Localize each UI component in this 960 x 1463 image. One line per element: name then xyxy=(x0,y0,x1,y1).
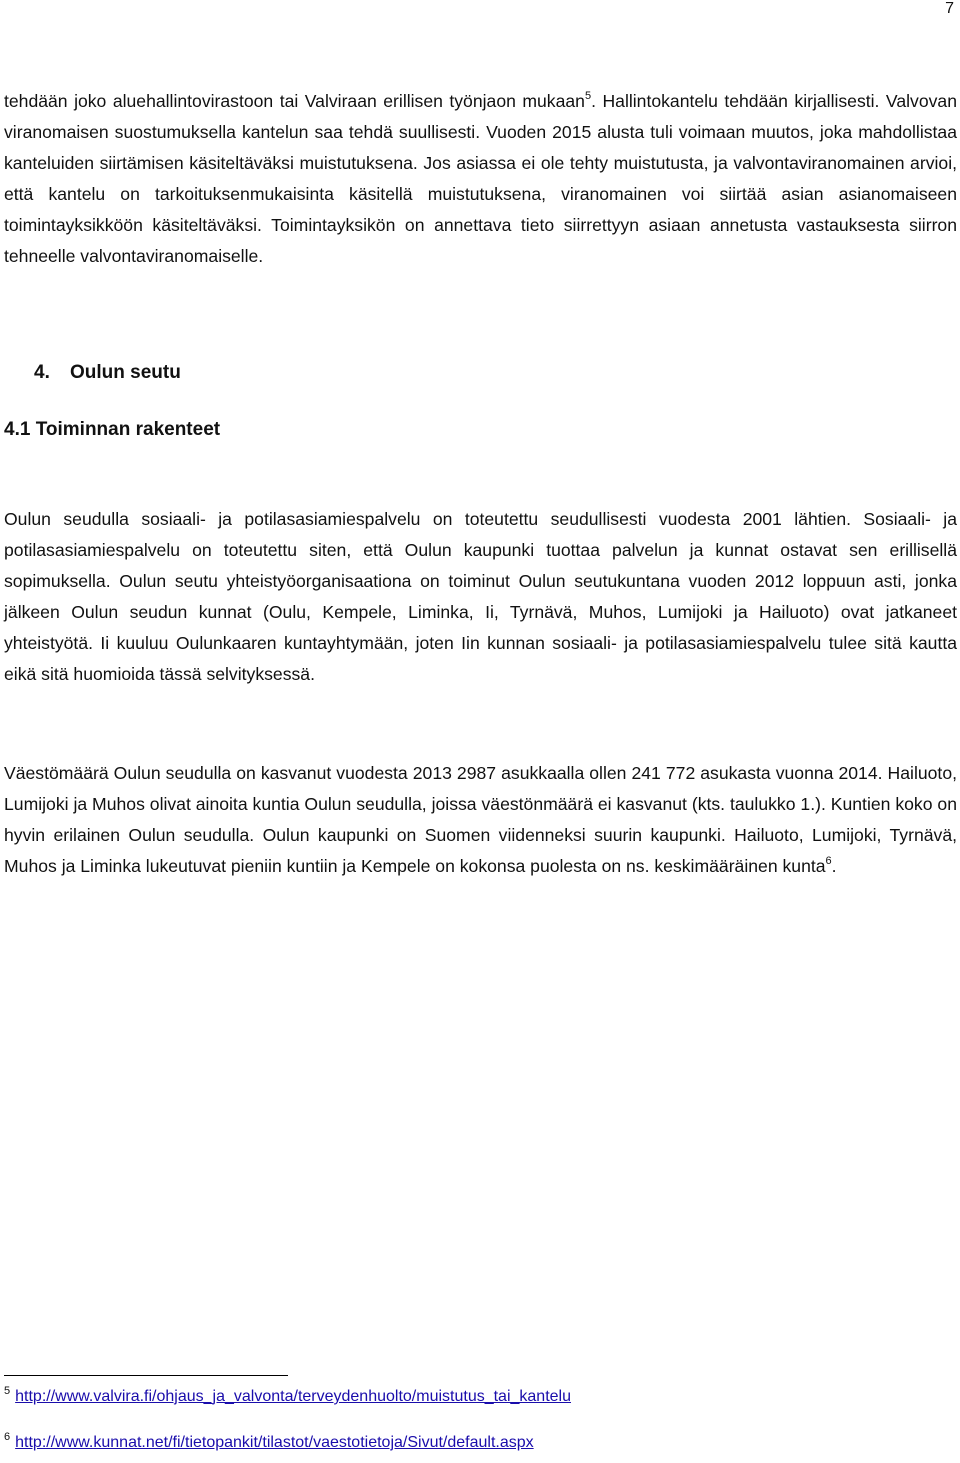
footnote-separator xyxy=(4,1375,288,1376)
footnote-reference[interactable]: 6 xyxy=(825,855,832,867)
paragraph-complaint-process xyxy=(4,86,957,272)
page-number: 7 xyxy=(945,0,954,17)
footnote-link[interactable]: http://www.kunnat.net/fi/tietopankit/tilastot/vaestotietoja/Sivut/default.aspx xyxy=(15,1434,534,1451)
footnote xyxy=(4,1431,534,1452)
subsection-heading: 4.1 Toiminnan rakenteet xyxy=(4,419,221,440)
footnote-mark: 6 xyxy=(4,1431,11,1443)
paragraph-text: tehdään joko aluehallintovirastoon tai Valviraan erillisen työnjaon mukaan xyxy=(4,91,585,111)
section-title: Oulun seutu xyxy=(70,362,181,383)
section-number: 4. xyxy=(34,362,50,383)
section-heading xyxy=(34,362,181,384)
paragraph-population xyxy=(4,758,957,882)
footnote-reference[interactable]: 5 xyxy=(584,90,592,102)
paragraph-text: . Hallintokantelu tehdään kirjallisesti. Valvovan viranomaisen suostumuksella kantelun saa tehdä suullisesti. Vuoden 2015 alusta tuli voimaan muutos, joka mahdollistaa kanteluiden siirtämisen käsiteltäväksi muistutuksena. Jos asiassa ei ole tehty muistutusta, ja valvontaviranomainen arvioi, että kantelu on tarkoituksenmukaisinta käsitellä muistutuksena, viranomainen voi siirtää asian asianomaiseen toimintayksikköön käsiteltäväksi. Toimintayksikön on annettava tieto siirrettyyn asiaan annetusta vastauksesta siirron tehneelle valvontaviranomaiselle. xyxy=(4,91,957,266)
paragraph-text: Väestömäärä Oulun seudulla on kasvanut vuodesta 2013 2987 asukkaalla ollen 241 772 asukasta vuonna 2014. Hailuoto, Lumijoki ja Muhos olivat ainoita kuntia Oulun seudulla, joissa väestönmäärä ei kasvanut (kts. taulukko 1.). Kuntien koko on hyvin erilainen Oulun seudulla. Oulun kaupunki on Suomen viidenneksi suurin kaupunki. Hailuoto, Lumijoki, Tyrnävä, Muhos ja Liminka lukeutuvat pieniin kuntiin ja Kempele on kokonsa puolesta on ns. keskimääräinen kunta xyxy=(4,763,957,876)
paragraph-service-structure: Oulun seudulla sosiaali- ja potilasasiamiespalvelu on toteutettu seudullisesti vuodesta 2001 lähtien. Sosiaali- ja potilasasiamiespalvelu on toteutettu siten, että Oulun kaupunki tuottaa palvelun ja kunnat ostavat sen erillisellä sopimuksella. Oulun seutu yhteistyöorganisaationa on toiminut Oulun seutukuntana vuoden 2012 loppuun asti, jonka jälkeen Oulun seudun kunnat (Oulu, Kempele, Liminka, Ii, Tyrnävä, Muhos, Lumijoki ja Hailuoto) ovat jatkaneet yhteistyötä. Ii kuuluu Oulunkaaren kuntayhtymään, joten Iin kunnan sosiaali- ja potilasasiamiespalvelu tulee sitä kautta eikä sitä huomioida tässä selvityksessä. xyxy=(4,509,957,684)
footnote xyxy=(4,1385,571,1406)
footnote-link[interactable]: http://www.valvira.fi/ohjaus_ja_valvonta/terveydenhuolto/muistutus_tai_kantelu xyxy=(15,1388,571,1405)
paragraph-text: . xyxy=(831,856,837,876)
footnote-mark: 5 xyxy=(4,1385,11,1397)
